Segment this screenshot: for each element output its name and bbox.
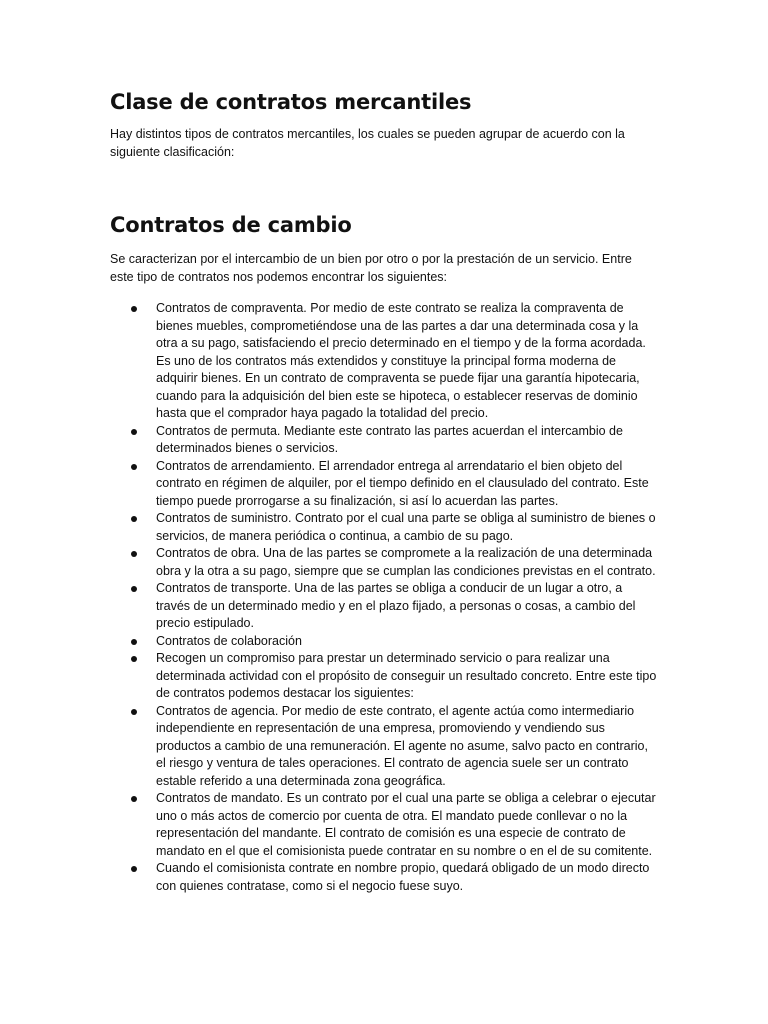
list-item-text: Cuando el comisionista contrate en nombre propio, quedará obligado de un modo directo con quienes contratase, como si el negocio fuese suyo. — [156, 861, 650, 893]
list-item — [110, 790, 658, 860]
bullet-icon — [131, 866, 137, 872]
list-item-text: Contratos de agencia. Por medio de este contrato, el agente actúa como intermediario independiente en representación de una empresa, promoviendo y vendiendo sus productos a cambio de una remuneración. El agente no asume, salvo pacto en contrario, el riesgo y ventura de tales operaciones. El contrato de agencia suele ser un contrato estable referido a una determinada zona geográfica. — [156, 703, 648, 788]
bullet-icon — [131, 709, 137, 715]
bullet-icon — [131, 656, 137, 662]
list-item-text: Contratos de suministro. Contrato por el cual una parte se obliga al suministro de bienes o servicios, de manera periódica o continua, a cambio de su pago. — [156, 511, 656, 543]
document-content — [110, 86, 658, 895]
list-item — [110, 423, 658, 458]
list-item-text: Recogen un compromiso para prestar un determinado servicio o para realizar una determinada actividad con el propósito de conseguir un resultado concreto. Entre este tipo de contratos podemos destacar los siguientes: — [156, 651, 657, 700]
bullet-icon — [131, 429, 137, 435]
list-item — [110, 458, 658, 511]
bullet-icon — [131, 639, 137, 645]
contract-list — [110, 300, 658, 895]
list-item — [110, 510, 658, 545]
list-item — [110, 300, 658, 423]
list-item-text: Contratos de obra. Una de las partes se compromete a la realización de una determinada obra y la otra a su pago, siempre que se cumplan las condiciones previstas en el contrato. — [156, 546, 656, 578]
list-item-text: Contratos de mandato. Es un contrato por el cual una parte se obliga a celebrar o ejecutar uno o más actos de comercio por cuenta de otra. El mandato puede conllevar o no la representación del mandante. El contrato de comisión es una especie de contrato de mandato en el que el comisionista puede contratar en su nombre o en el de su comitente. — [156, 791, 656, 858]
list-item-text: Contratos de arrendamiento. El arrendador entrega al arrendatario el bien objeto del contrato en régimen de alquiler, por el tiempo definido en el clausulado del contrato. Este tiempo puede prorrogarse a su finalización, si así lo acuerdan las partes. — [156, 458, 649, 508]
list-item — [110, 860, 658, 895]
section-intro-paragraph: Se caracterizan por el intercambio de un bien por otro o por la prestación de un servicio. Entre este tipo de contratos nos podemos encontrar los siguientes: — [110, 252, 632, 284]
bullet-icon — [131, 551, 137, 557]
list-item-text: Contratos de compraventa. Por medio de este contrato se realiza la compraventa de bienes muebles, comprometiéndose una de las partes a dar una determinada cosa y la otra a su pago, satisfaciendo el precio determinado en el tiempo y de la forma acordada. Es uno de los contratos más extendidos y constituye la principal forma moderna de adquirir bienes. En un contrato de compraventa se puede fijar una garantía hipotecaria, cuando para la adquisición del bien este se hipoteca, o establecer reservas de dominio hasta que el comprador haya pagado la totalidad del precio. — [156, 301, 646, 420]
list-item-text: Contratos de transporte. Una de las partes se obliga a conducir de un lugar a otro, a través de un determinado medio y en el plazo fijado, a personas o cosas, a cambio del precio estipulado. — [156, 581, 636, 630]
list-item — [110, 545, 658, 580]
bullet-icon — [131, 464, 137, 470]
intro-paragraph: Hay distintos tipos de contratos mercantiles, los cuales se pueden agrupar de acuerdo con la siguiente clasificación: — [110, 127, 625, 159]
list-item-text: Contratos de colaboración — [156, 633, 302, 648]
list-item-text: Contratos de permuta. Mediante este contrato las partes acuerdan el intercambio de determinados bienes o servicios. — [156, 423, 623, 455]
page-title: Clase de contratos mercantiles — [110, 90, 472, 114]
section-heading: Contratos de cambio — [110, 213, 352, 237]
bullet-icon — [131, 306, 137, 312]
list-item — [110, 633, 658, 651]
list-item — [110, 703, 658, 791]
list-item — [110, 580, 658, 633]
bullet-icon — [131, 586, 137, 592]
bullet-icon — [131, 516, 137, 522]
bullet-icon — [131, 796, 137, 802]
list-item — [110, 650, 658, 703]
